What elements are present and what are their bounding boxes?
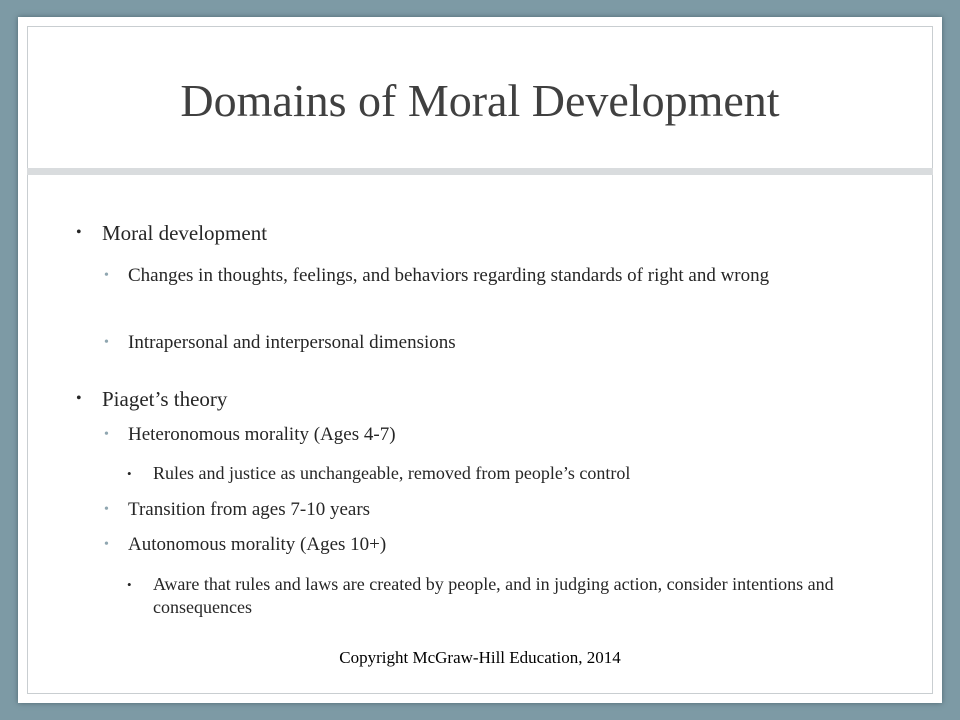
bullet-dot-icon: • [104,335,109,350]
bullet-text: Changes in thoughts, feelings, and behaviors regarding standards of right and wrong [128,265,770,286]
slide-title: Domains of Moral Development [180,75,780,126]
bullet-moral-development [76,220,896,246]
bullet-intrapersonal [104,331,894,355]
bullet-dot-icon: • [127,466,132,481]
bullet-text: Moral development [102,221,268,245]
bullet-heteronomous-morality [104,423,894,447]
bullet-text: Transition from ages 7-10 years [128,499,371,520]
bullet-transition [104,498,894,522]
bullet-text: Intrapersonal and interpersonal dimensions [128,332,456,353]
slide-content [18,17,942,703]
bullet-dot-icon: • [104,537,109,552]
bullet-aware-that-rules [127,573,887,619]
bullet-changes-in-thoughts [104,264,894,288]
bullet-dot-icon: • [127,577,132,592]
bullet-text: Heteronomous morality (Ages 4-7) [128,424,396,445]
bullet-text: Aware that rules and laws are created by people, and in judging action, consider intentions and consequences [153,574,834,617]
bullet-dot-icon: • [76,390,82,407]
copyright-footer: Copyright McGraw-Hill Education, 2014 [339,648,621,667]
bullet-piagets-theory [76,386,896,412]
bullet-text: Piaget’s theory [102,387,228,411]
bullet-dot-icon: • [104,502,109,517]
bullet-text: Autonomous morality (Ages 10+) [128,534,387,555]
bullet-dot-icon: • [104,427,109,442]
bullet-text: Rules and justice as unchangeable, removed from people’s control [153,463,631,483]
slide-frame [18,17,942,703]
bullet-dot-icon: • [76,224,82,241]
bullet-autonomous-morality [104,533,894,557]
bullet-rules-and-justice [127,462,907,485]
bullet-dot-icon: • [104,268,109,283]
